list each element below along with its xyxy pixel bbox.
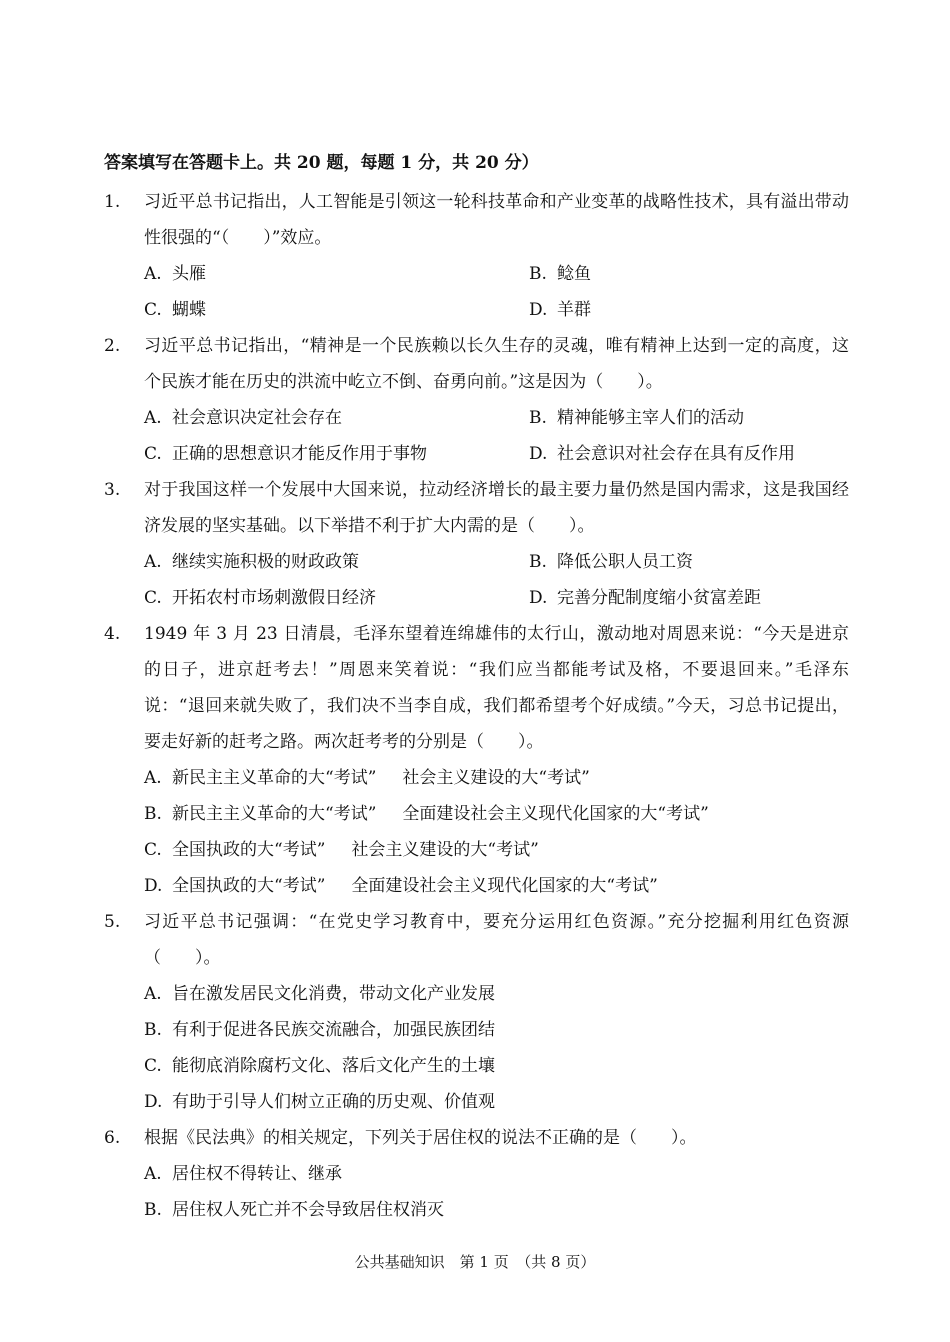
question-list — [104, 184, 849, 1228]
question-3 — [104, 472, 849, 616]
question-1 — [104, 184, 849, 328]
option-b: B. 新民主主义革命的大“考试” 全面建设社会主义现代化国家的大“考试” — [144, 804, 709, 824]
question-stem: 1949 年 3 月 23 日清晨，毛泽东望着连绵雄伟的太行山，激动地对周恩来说：“今天是进京的日子，进京赶考去！”周恩来笑着说：“我们应当都能考试及格，不要退回来。”毛泽东说：“退回来就失败了，我们决不当李自成，我们都希望考个好成绩。”今天，习总书记提出，要走好新的赶考之路。两次赶考考的分别是（ ）。 — [144, 624, 849, 752]
option-b: B. 精神能够主宰人们的活动 — [529, 408, 744, 428]
option-c: C. 正确的思想意识才能反作用于事物 — [144, 444, 427, 464]
option-d: D. 完善分配制度缩小贫富差距 — [529, 588, 761, 608]
option-a: A. 继续实施积极的财政政策 — [144, 552, 359, 572]
question-number: 6. — [104, 1128, 121, 1148]
option-d: D. 有助于引导人们树立正确的历史观、价值观 — [144, 1092, 495, 1112]
option-a: A. 头雁 — [144, 264, 206, 284]
question-number: 5. — [104, 912, 121, 932]
option-c: C. 蝴蝶 — [144, 300, 206, 320]
option-c: C. 开拓农村市场刺激假日经济 — [144, 588, 376, 608]
section-instructions: 答案填写在答题卡上。共 20 题，每题 1 分，共 20 分） — [104, 153, 539, 173]
question-stem: 习近平总书记指出，人工智能是引领这一轮科技革命和产业变革的战略性技术，具有溢出带动性很强的“（ ）”效应。 — [144, 192, 849, 248]
question-number: 1. — [104, 192, 121, 212]
question-number: 2. — [104, 336, 121, 356]
option-a: A. 社会意识决定社会存在 — [144, 408, 342, 428]
option-d: D. 社会意识对社会存在具有反作用 — [529, 444, 795, 464]
question-number: 4. — [104, 624, 121, 644]
option-d: D. 全国执政的大“考试” 全面建设社会主义现代化国家的大“考试” — [144, 876, 658, 896]
question-2 — [104, 328, 849, 472]
question-stem: 习近平总书记指出，“精神是一个民族赖以长久生存的灵魂，唯有精神上达到一定的高度，这个民族才能在历史的洪流中屹立不倒、奋勇向前。”这是因为（ ）。 — [144, 336, 849, 392]
option-a: A. 居住权不得转让、继承 — [144, 1164, 342, 1184]
question-stem: 根据《民法典》的相关规定，下列关于居住权的说法不正确的是（ ）。 — [144, 1128, 697, 1148]
option-c: C. 能彻底消除腐朽文化、落后文化产生的土壤 — [144, 1056, 495, 1076]
option-a: A. 新民主主义革命的大“考试” 社会主义建设的大“考试” — [144, 768, 590, 788]
option-c: C. 全国执政的大“考试” 社会主义建设的大“考试” — [144, 840, 539, 860]
question-stem: 习近平总书记强调：“在党史学习教育中，要充分运用红色资源。”充分挖掘利用红色资源（ ）。 — [144, 912, 849, 968]
question-5 — [104, 904, 849, 1120]
option-b: B. 鲶鱼 — [529, 264, 591, 284]
question-4 — [104, 616, 849, 904]
question-number: 3. — [104, 480, 121, 500]
question-stem: 对于我国这样一个发展中大国来说，拉动经济增长的最主要力量仍然是国内需求，这是我国经济发展的坚实基础。以下举措不利于扩大内需的是（ ）。 — [144, 480, 849, 536]
option-b: B. 有利于促进各民族交流融合，加强民族团结 — [144, 1020, 495, 1040]
page-footer: 公共基础知识 第 1 页 （共 8 页） — [354, 1253, 596, 1271]
option-d: D. 羊群 — [529, 300, 591, 320]
question-6 — [104, 1120, 849, 1228]
option-b: B. 居住权人死亡并不会导致居住权消灭 — [144, 1200, 444, 1220]
option-b: B. 降低公职人员工资 — [529, 552, 693, 572]
option-a: A. 旨在激发居民文化消费，带动文化产业发展 — [144, 984, 495, 1004]
